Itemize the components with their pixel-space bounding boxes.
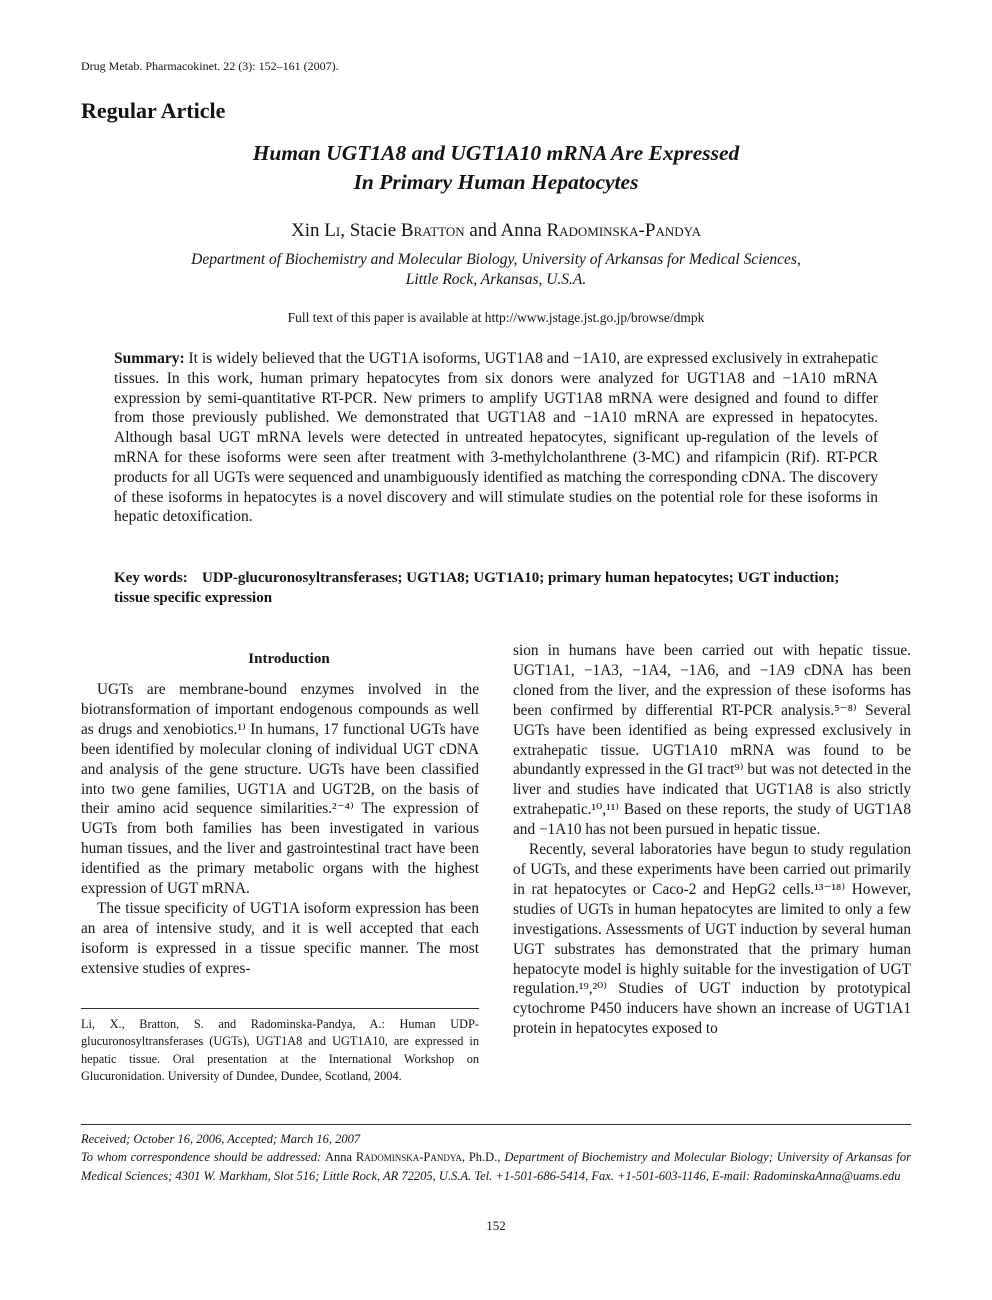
correspondence-name-last: Radominska-Pandya [355,1150,462,1164]
right-column [513,641,911,1039]
correspondence-name-first: Anna [324,1150,356,1164]
left-column [81,680,479,979]
title-line-2: In Primary Human Hepatocytes [353,170,639,194]
author-1-first: Xin [291,220,325,241]
footnote-divider [81,1008,479,1009]
intro-paragraph-1: UGTs are membrane-bound enzymes involved in the biotransformation of important endogenous compounds as well as drugs and xenobiotics.¹⁾ In humans, 17 functional UGTs have been identified by molecular cloning of individual UGT cDNA and analysis of the gene structure. UGTs have been classified into two gene families, UGT1A and UGT2B, on the basis of their amino acid sequence similarities.²⁻⁴⁾ The expression of UGTs from both families has been investigated in various human tissues, and the liver and gastrointestinal tract have been identified as the primary metabolic organs with the highest expression of UGT mRNA. [81,681,479,898]
author-list [81,220,911,242]
intro-paragraph-3: Recently, several laboratories have begun to study regulation of UGTs, and these experiments have been carried out primarily in rat hepatocytes or Caco-2 and HepG2 cells.¹³⁻¹⁸⁾ However, studies of UGTs in human hepatocytes are limited to only a few investigations. Assessments of UGT induction by several human UGT substrates has demonstrated that the primary human hepatocyte model is highly suitable for the investigation of UGT regulation.¹⁹,²⁰⁾ Studies of UGT induction by prototypical cytochrome P450 inducers have shown an increase of UGT1A1 protein in hepatocytes exposed to [513,841,911,1038]
presentation-footnote: Li, X., Bratton, S. and Radominska-Pandya, A.: Human UDP-glucuronosyltransferases (UGTs), UGT1A8 and UGT1A10, are expressed in hepatic tissue. Oral presentation at the International Workshop on Glucuronidation. University of Dundee, Dundee, Scotland, 2004. [81,1017,479,1084]
correspondence-address: Department of Biochemistry and Molecular Biology; University of Arkansas for Medical Sciences; 4301 W. Markham, Slot 516; Little Rock, AR 72205, U.S.A. Tel. +1-501-686-5414, Fax. +1-501-603-1146, E-mail: RadominskaAnna@uams.edu [81,1150,911,1183]
keywords [114,569,878,608]
footer-divider [81,1124,911,1125]
article-type-heading: Regular Article [81,98,226,123]
affiliation [81,250,911,290]
intro-paragraph-2: The tissue specificity of UGT1A isoform expression has been an area of intensive study, and it is well accepted that each isoform is expressed in a tissue specific manner. The most extensive studies of expres- [81,899,479,977]
summary-label: Summary: [114,350,185,367]
affiliation-line-1: Department of Biochemistry and Molecular Biology, University of Arkansas for Medical Sciences, [191,251,801,268]
received-dates: Received; October 16, 2006, Accepted; March 16, 2007 [81,1132,361,1146]
keywords-text: UDP-glucuronosyltransferases; UGT1A8; UGT1A10; primary human hepatocytes; UGT induction; tissue specific expression [114,570,840,606]
correspondence-prefix: To whom correspondence should be addressed: [81,1150,325,1164]
page-number: 152 [486,1218,506,1233]
article-title [81,139,911,197]
section-heading-introduction: Introduction [248,651,330,667]
summary-paragraph [114,349,878,527]
title-line-1: Human UGT1A8 and UGT1A10 mRNA Are Expressed [252,141,740,165]
summary-text: It is widely believed that the UGT1A isoforms, UGT1A8 and −1A10, are expressed exclusively in extrahepatic tissues. In this work, human primary hepatocytes from six donors were analyzed for UGT1A8 and −1A10 mRNA expression by semi-quantitative RT-PCR. New primers to amplify UGT1A8 mRNA were designed and found to differ from those previously published. We demonstrated that UGT1A8 and −1A10 mRNA are expressed in hepatocytes. Although basal UGT mRNA levels were detected in untreated hepatocytes, significant up-regulation of the levels of mRNA for these isoforms were seen after treatment with 3-methylcholanthrene (3-MC) and rifampicin (Rif). RT-PCR products for all UGTs were sequenced and unambiguously identified as matching the corresponding cDNA. The discovery of these isoforms in hepatocytes is a novel discovery and will stimulate studies on the potential role for these isoforms in hepatic detoxification. [114,350,878,526]
author-1-last: Li [324,220,341,241]
journal-citation: Drug Metab. Pharmacokinet. 22 (3): 152–161 (2007). [81,59,339,73]
fulltext-link-note: Full text of this paper is available at http://www.jstage.jst.go.jp/browse/dmpk [287,310,705,325]
author-3-last: Radominska-Pandya [546,220,701,241]
author-2-last: Bratton [400,220,465,241]
intro-paragraph-2-continued: sion in humans have been carried out with hepatic tissue. UGT1A1, −1A3, −1A4, −1A6, and −1A9 cDNA has been cloned from the liver, and the expression of these isoforms has been confirmed by differential RT-PCR analysis.⁵⁻⁸⁾ Several UGTs have been identified as being expressed exclusively in extrahepatic tissue. UGT1A10 mRNA was found to be abundantly expressed in the GI tract⁹⁾ but was not detected in the liver and studies have indicated that UGT1A8 is also strictly extrahepatic.¹⁰,¹¹⁾ Based on these reports, the study of UGT1A8 and −1A10 has not been pursued in hepatic tissue. [513,642,911,839]
author-sep-1: , Stacie [340,220,401,241]
affiliation-line-2: Little Rock, Arkansas, U.S.A. [405,271,587,288]
correspondence-degree: , Ph.D., [461,1150,505,1164]
keywords-label: Key words: [114,570,188,586]
author-sep-2: and Anna [464,220,547,241]
correspondence-note [81,1148,911,1185]
